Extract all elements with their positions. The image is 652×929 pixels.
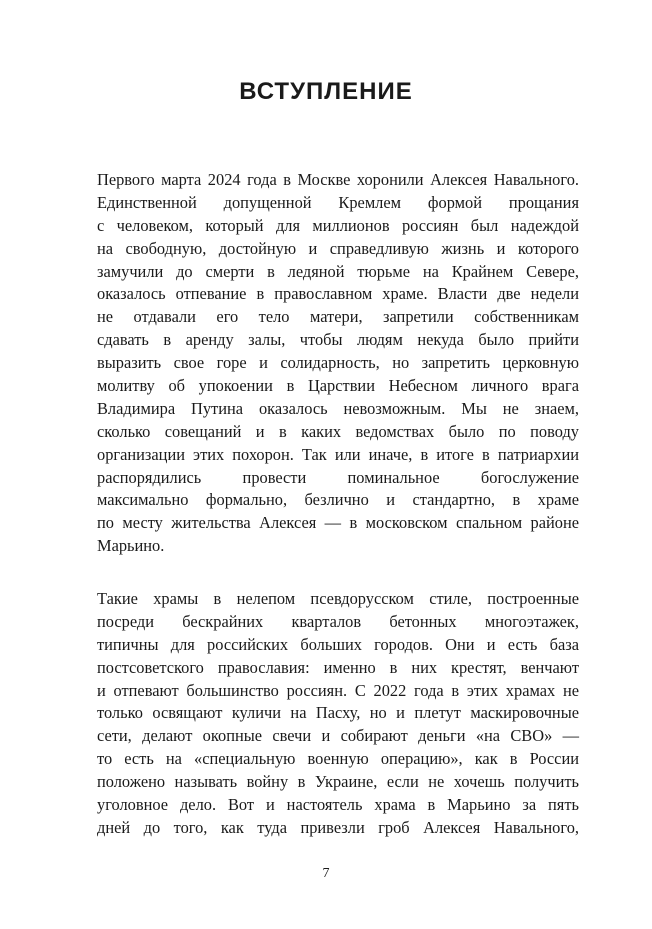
text-line: постсоветского православия: именно в них крестят, венчают bbox=[97, 657, 579, 677]
text-line: посреди бескрайних кварталов бетонных многоэтажек, bbox=[97, 611, 579, 631]
text-line: и отпевают большинство россиян. С 2022 года в этих храмах не bbox=[97, 680, 579, 700]
text-line: только освящают куличи на Пасху, но и плетут маскировочные bbox=[97, 703, 579, 723]
text-line: организации этих похорон. Так или иначе, в итоге в патриархии bbox=[97, 444, 579, 464]
text-line: по месту жительства Алексея — в московском спальном районе bbox=[97, 513, 579, 533]
text-line: распорядились провести поминальное богослужение bbox=[97, 467, 579, 487]
text-line: Единственной допущенной Кремлем формой прощания bbox=[97, 192, 579, 212]
paragraph bbox=[97, 588, 579, 840]
text-line: типичны для российских больших городов. Они и есть база bbox=[97, 634, 579, 654]
paragraph bbox=[97, 169, 579, 558]
text-line: сети, делают окопные свечи и собирают деньги «на СВО» — bbox=[97, 726, 579, 746]
text-line: Такие храмы в нелепом псевдорусском стиле, построенные bbox=[97, 589, 579, 608]
text-line: уголовное дело. Вот и настоятель храма в Марьино за пять bbox=[97, 795, 579, 815]
text-line: молитву об упокоении в Царствии Небесном личного врага bbox=[97, 376, 579, 396]
text-line: с человеком, который для миллионов россиян был надеждой bbox=[97, 215, 579, 235]
text-line: сдавать в аренду залы, чтобы людям некуда было прийти bbox=[97, 330, 579, 350]
text-line: не отдавали его тело матери, запретили собственникам bbox=[97, 307, 579, 327]
text-line: то есть на «специальную военную операцию», как в России bbox=[97, 749, 579, 769]
page-number: 7 bbox=[322, 866, 330, 881]
text-line: положено называть войну в Украине, если не хочешь получить bbox=[97, 772, 579, 792]
text-line: на свободную, достойную и справедливую жизнь и которого bbox=[97, 238, 579, 258]
chapter-title: ВСТУПЛЕНИЕ bbox=[239, 78, 413, 105]
text-line: выразить свое горе и солидарность, но запретить церковную bbox=[97, 353, 579, 373]
text-line: замучили до смерти в ледяной тюрьме на Крайнем Севере, bbox=[97, 261, 579, 281]
text-line: Владимира Путина оказалось невозможным. Мы не знаем, bbox=[97, 398, 579, 418]
text-line: максимально формально, безлично и стандартно, в храме bbox=[97, 490, 579, 510]
text-line: дней до того, как туда привезли гроб Алексея Навального, bbox=[97, 817, 579, 837]
text-line: Первого марта 2024 года в Москве хоронили Алексея Навального. bbox=[97, 170, 579, 189]
text-line: оказалось отпевание в православном храме. Власти две недели bbox=[97, 284, 579, 304]
text-line: сколько совещаний и в каких ведомствах было по поводу bbox=[97, 421, 579, 441]
text-line: Марьино. bbox=[97, 536, 165, 556]
